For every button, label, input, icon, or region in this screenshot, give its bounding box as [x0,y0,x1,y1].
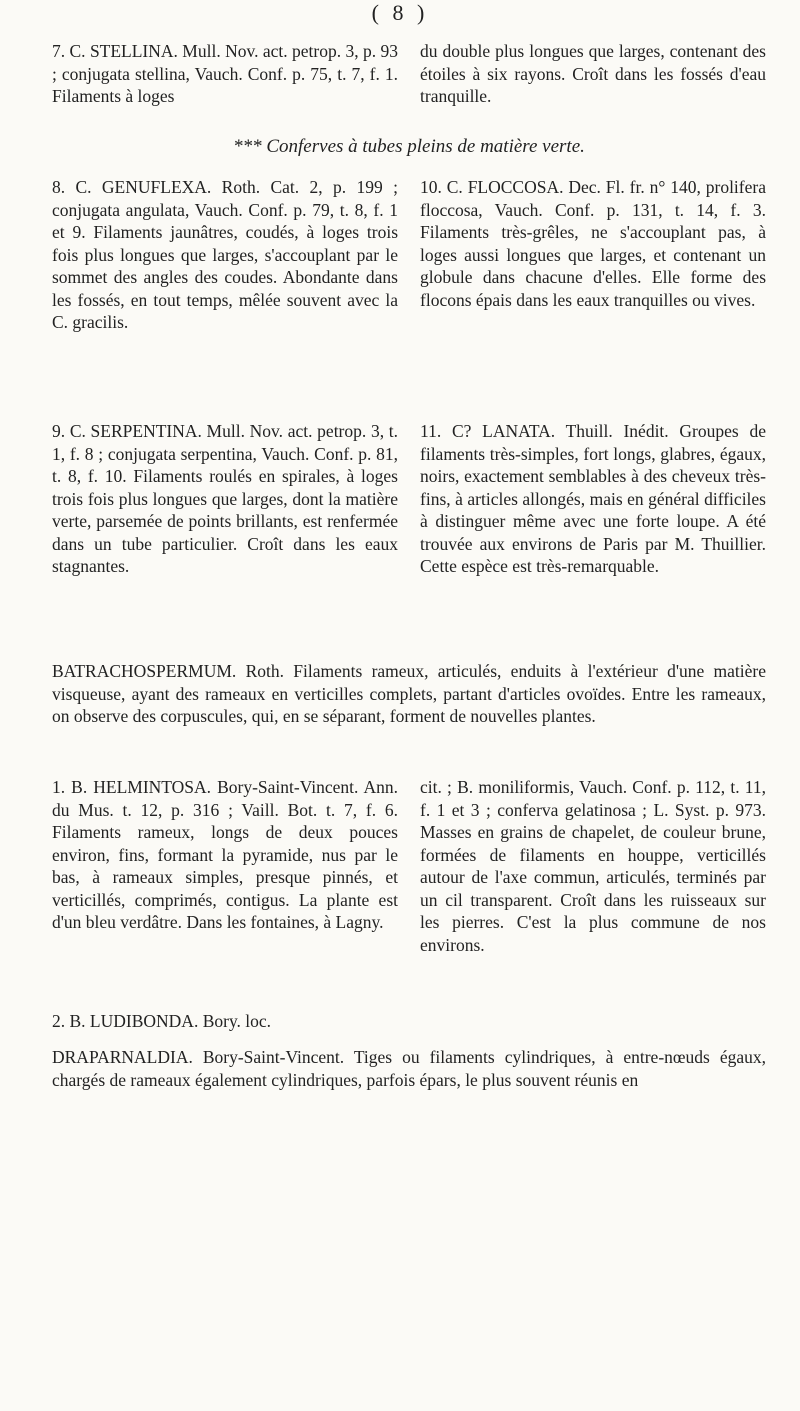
genus-draparnaldia: DRAPARNALDIA. Bory-Saint-Vincent. Tiges ou filaments cylindriques, à entre-nœuds égaux, chargés de rameaux également cylindriques, parfois épars, le plus souvent réunis en [52,1047,766,1090]
entry-stellina: 7. C. STELLINA. Mull. Nov. act. petrop. 3, p. 93 ; conjugata stellina, Vauch. Conf. p. 75, t. 7, f. 1. Filaments à loges [52,41,398,106]
entry-genuflexa: 8. C. GENUFLEXA. Roth. Cat. 2, p. 199 ; conjugata angulata, Vauch. Conf. p. 79, t. 8, f. 1 et 9. Filaments jaunâtres, coudés, à loges trois fois plus longues que larges, s'accouplant par le sommet des angles des coudes. Abondante dans les fossés, en tout temps, mêlée souvent avec la C. gracilis. [52,177,398,332]
section-heading: *** Conferves à tubes pleins de matière verte. [233,136,585,157]
page-number: ( 8 ) [371,0,429,25]
entry-lanata: 11. C? LANATA. Thuill. Inédit. Groupes de filaments très-simples, fort longs, glabres, égaux, noirs, exactement semblables à des cheveux très-fins, à articles allongés, mais en général difficiles à distinguer même avec une forte loupe. A été trouvée aux environs de Paris par M. Thuillier. Cette espèce est très-remarquable. [420,421,766,576]
entry-ludibonda-cont: cit. ; B. moniliformis, Vauch. Conf. p. 112, t. 11, f. 1 et 3 ; conferva gelatinosa ; L. Syst. p. 973. Masses en grains de chapelet, de couleur brune, formées de filaments en houppe, verticillés autour de l'axe commun, articulés, terminés par un cil transparent. Croît dans les ruisseaux sur les pierres. C'est la plus commune de nos environs. [420,777,766,955]
entry-serpentina: 9. C. SERPENTINA. Mull. Nov. act. petrop. 3, t. 1, f. 8 ; conjugata serpentina, Vauch. Conf. p. 81, t. 8, f. 10. Filaments roulés en spirales, à loges trois fois plus longues que larges, dont la matière verte, parsemée de points brillants, est renfermée dans un tube particulier. Croît dans les eaux stagnantes. [52,421,398,576]
entry-floccosa: 10. C. FLOCCOSA. Dec. Fl. fr. n° 140, prolifera floccosa, Vauch. Conf. p. 131, t. 14, f. 3. Filaments très-grêles, ne s'accouplant pas, à loges aussi longues que larges, et contenant un globule dans chacune d'elles. Elle forme des flocons épais dans les eaux tranquilles ou vives. [420,177,766,310]
entry-helmintosa: 1. B. HELMINTOSA. Bory-Saint-Vincent. Ann. du Mus. t. 12, p. 316 ; Vaill. Bot. t. 7, f. 6. Filaments rameux, longs de deux pouces environ, fins, formant la pyramide, nus par le bas, à rameaux simples, presque pinnés, et verticillés, comprimés, contigus. La plante est d'un bleu verdâtre. Dans les fontaines, à Lagny. [52,777,398,932]
genus-batrachospermum: BATRACHOSPERMUM. Roth. Filaments rameux, articulés, enduits à l'extérieur d'une matière visqueuse, ayant des rameaux en verticilles complets, partant d'articles ovoïdes. Entre les rameaux, on observe des corpuscules, qui, en se séparant, forment de nouvelles plantes. [52,661,766,726]
entry-stellina-cont: du double plus longues que larges, contenant des étoiles à six rayons. Croît dans les fossés d'eau tranquille. [420,41,766,106]
entry-ludibonda: 2. B. LUDIBONDA. Bory. loc. [52,1011,272,1031]
